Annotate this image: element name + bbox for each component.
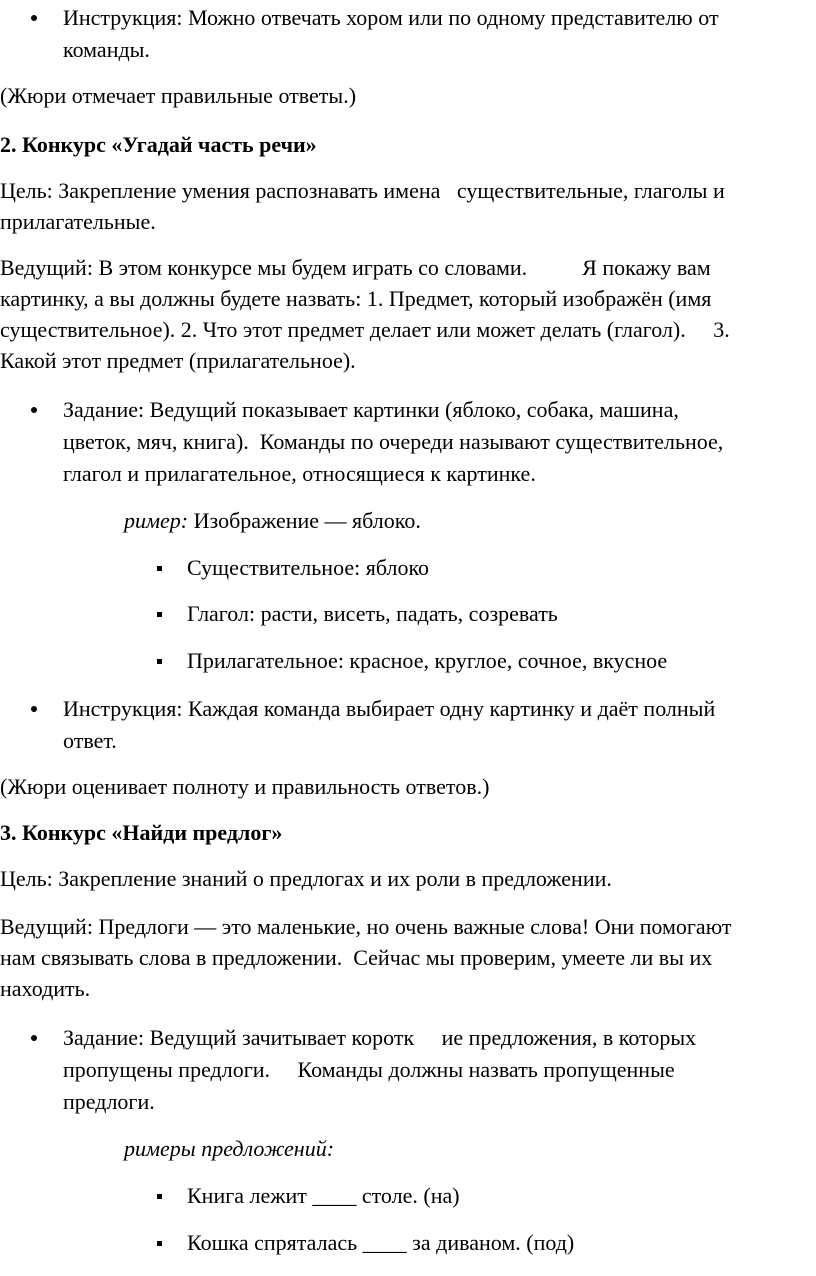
paragraph-line: Инструкция: Можно отвечать хором или по одному представителю от [63, 5, 719, 30]
paragraph-line: Ведущий: В этом конкурсе мы будем играть со словами. Я покажу вам [0, 255, 711, 280]
square-bullet-icon [157, 566, 162, 571]
list-item: Глагол: расти, висеть, падать, созревать [187, 601, 558, 626]
square-bullet-icon [157, 1194, 162, 1199]
paragraph-line: прилагательные. [0, 209, 156, 234]
paragraph-line: существительное). 2. Что этот предмет делает или может делать (глагол). 3. [0, 317, 730, 342]
paragraph-line: предлоги. [63, 1089, 155, 1114]
paragraph-line: картинку, а вы должны будете назвать: 1. Предмет, который изображён (имя [0, 286, 712, 311]
paragraph-line: находить. [0, 976, 91, 1001]
example-text: Изображение — яблоко. [188, 508, 421, 533]
paragraph-line: Задание: Ведущий показывает картинки (яблоко, собака, машина, [63, 397, 679, 422]
paragraph-line: Ведущий: Предлоги — это маленькие, но очень важные слова! Они помогают [0, 914, 732, 939]
paragraph-line: цветок, мяч, книга). Команды по очереди называют существительное, [63, 429, 724, 454]
list-item: Кошка спряталась ____ за диваном. (под) [187, 1230, 575, 1255]
example-label: ример: [124, 508, 189, 533]
section-heading: 3. Конкурс «Найди предлог» [0, 820, 283, 845]
paragraph-line: (Жюри оценивает полноту и правильность ответов.) [0, 774, 490, 799]
paragraph-line: Инструкция: Каждая команда выбирает одну картинку и даёт полный [63, 696, 716, 721]
square-bullet-icon [157, 659, 162, 664]
bullet-icon [31, 407, 37, 413]
paragraph-line: глагол и прилагательное, относящиеся к картинке. [63, 461, 536, 486]
square-bullet-icon [157, 612, 162, 617]
paragraph-line: (Жюри отмечает правильные ответы.) [0, 83, 357, 108]
paragraph-line: нам связывать слова в предложении. Сейчас мы проверим, умеете ли вы их [0, 945, 713, 970]
bullet-icon [31, 1035, 37, 1041]
paragraph-line: Цель: Закрепление знаний о предлогах и их роли в предложении. [0, 866, 612, 891]
paragraph-line: пропущены предлоги. Команды должны назвать пропущенные [63, 1057, 675, 1082]
example-label: римеры предложений: [124, 1136, 335, 1161]
paragraph-line: Какой этот предмет (прилагательное). [0, 348, 356, 373]
bullet-icon [31, 15, 37, 21]
list-item: Существительное: яблоко [187, 555, 430, 580]
section-heading: 2. Конкурс «Угадай часть речи» [0, 132, 317, 157]
paragraph-line: ответ. [63, 728, 117, 753]
example-line [124, 506, 421, 536]
list-item: Прилагательное: красное, круглое, сочное, вкусное [187, 648, 668, 673]
list-item: Книга лежит ____ столе. (на) [187, 1183, 460, 1208]
bullet-icon [31, 706, 37, 712]
paragraph-line: Цель: Закрепление умения распознавать имена существительные, глаголы и [0, 178, 725, 203]
paragraph-line: команды. [63, 37, 150, 62]
paragraph-line: Задание: Ведущий зачитывает коротк ие предложения, в которых [63, 1025, 697, 1050]
square-bullet-icon [157, 1241, 162, 1246]
